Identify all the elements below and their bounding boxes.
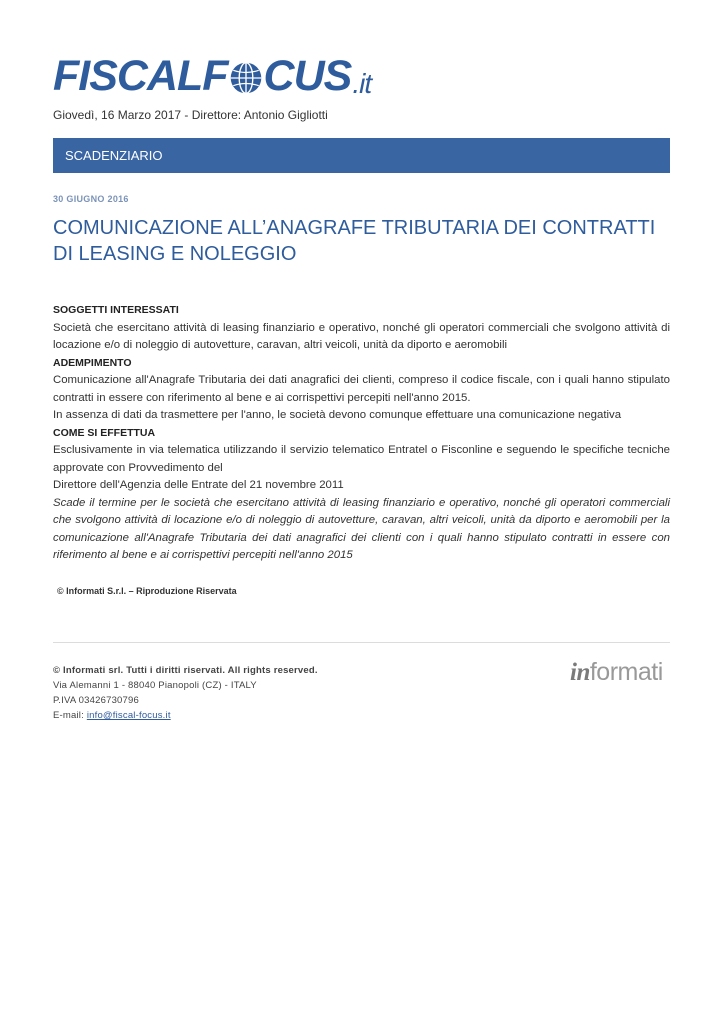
footer-email-label: E-mail: — [53, 710, 84, 721]
come-text-1: Esclusivamente in via telematica utilizzando il servizio telematico Entratel o Fisconline e seguendo le specifiche tecniche approvate con Provvedimento del — [53, 444, 670, 474]
come-text-2: Direttore dell'Agenzia delle Entrate del 21 novembre 2011 — [53, 479, 344, 491]
article-body — [53, 302, 670, 565]
footer-divider — [53, 642, 670, 643]
adempimento-text-2: In assenza di dati da trasmettere per l'anno, le società devono comunque effettuare una comunicazione negativa — [53, 409, 622, 421]
footer — [53, 663, 318, 723]
footer-piva: P.IVA 03426730796 — [53, 695, 139, 706]
footer-address: Via Alemanni 1 - 88040 Pianopoli (CZ) - ITALY — [53, 680, 257, 691]
adempimento-text-1: Comunicazione all'Anagrafe Tributaria dei dati anagrafici dei clienti, compreso il codice fiscale, con i quali hanno stipulato contratti in essere con riferimento al bene e ai corrispettivi percepiti nell'anno 2015. — [53, 374, 670, 404]
come-heading: COME SI EFFETTUA — [53, 426, 156, 439]
footer-email-row — [53, 708, 318, 723]
section-bar[interactable] — [53, 138, 670, 173]
footer-email-link[interactable]: info@fiscal-focus.it — [86, 710, 171, 721]
globe-icon — [229, 61, 263, 95]
dateline: Giovedì, 16 Marzo 2017 - Direttore: Antonio Gigliotti — [53, 108, 328, 122]
informati-logo-in: in — [570, 659, 590, 686]
informati-logo[interactable] — [570, 660, 663, 685]
logo-text-part1: FISCALF — [53, 52, 228, 100]
logo-tld: .it — [352, 68, 372, 99]
section-label[interactable]: SCADENZIARIO — [65, 148, 163, 163]
fiscalfocus-logo[interactable] — [53, 48, 371, 98]
footer-rights: © Informati srl. Tutti i diritti riservati. All rights reserved. — [53, 665, 318, 676]
adempimento-heading: ADEMPIMENTO — [53, 356, 132, 369]
scadenza-text: Scade il termine per le società che esercitano attività di leasing finanziario e operativo, nonché gli operatori commerciali che svolgono attività di locazione e/o di noleggio di autovetture, caravan, altri veicoli, unità da diporto e aeromobili per la comunicazione all'Anagrafe Tributaria dei dati anagrafici dei clienti con i quali hanno stipulato contratti in essere con riferimento al bene e ai corrispettivi percepiti nell'anno 2015 — [53, 496, 670, 561]
article-date: 30 GIUGNO 2016 — [53, 194, 129, 204]
soggetti-text: Società che esercitano attività di leasing finanziario e operativo, nonché gli operatori commerciali che svolgono attività di locazione e/o di noleggio di autovetture, caravan, altri veicoli, unità da diporto e aeromobili — [53, 321, 670, 351]
article-title: COMUNICAZIONE ALL’ANAGRAFE TRIBUTARIA DEI CONTRATTI DI LEASING E NOLEGGIO — [53, 217, 656, 265]
informati-logo-rest: formati — [589, 658, 663, 686]
article-copyright: © Informati S.r.l. – Riproduzione Riservata — [57, 586, 237, 596]
soggetti-heading: SOGGETTI INTERESSATI — [53, 304, 179, 316]
logo-text-part2: CUS — [263, 52, 352, 100]
